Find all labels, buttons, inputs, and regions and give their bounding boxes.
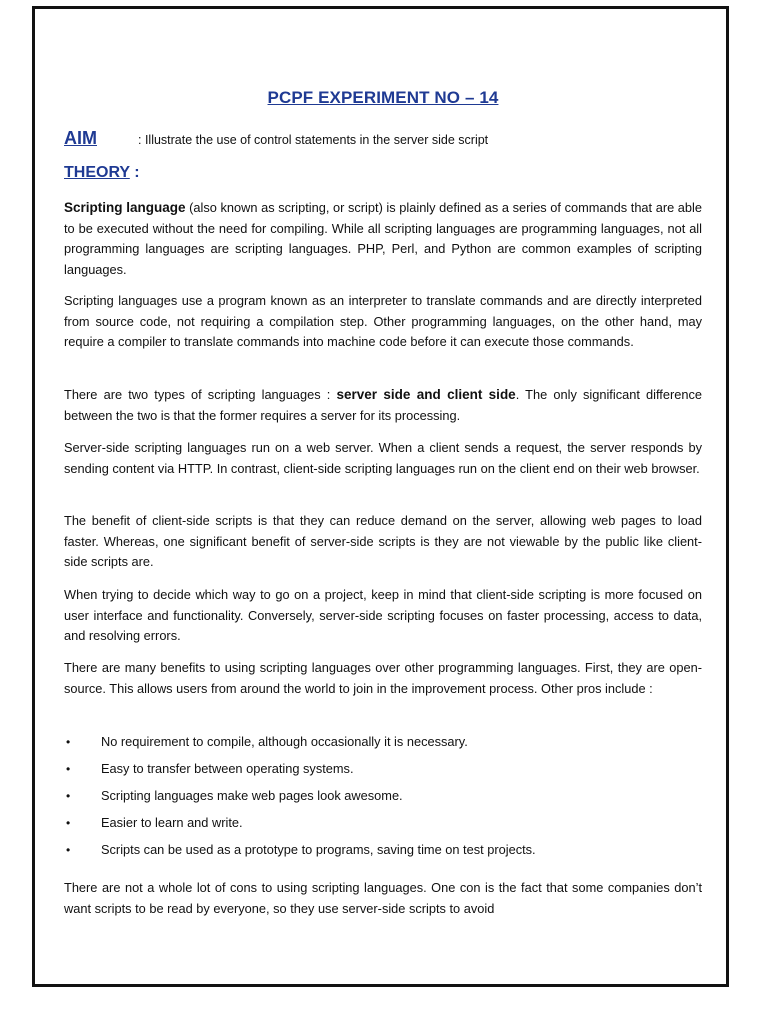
list-item (64, 786, 702, 813)
bullet-icon: • (66, 735, 71, 749)
list-item-text: Easy to transfer between operating systems. (101, 761, 354, 776)
paragraph-server-side: Server-side scripting languages run on a web server. When a client sends a request, the server responds by sending content via HTTP. In contrast, client-side scripting languages run on the client end on their web browser. (64, 440, 702, 476)
paragraph-types-start: There are two types of scripting languages : (64, 387, 337, 402)
paragraph-definition-body: (also known as scripting, or script) is plainly defined as a series of commands that are able to be executed without the need for compiling. While all scripting languages are programming languages, not all programming languages are scripting languages. PHP, Perl, and Python are common examples of scripting languages. (64, 200, 702, 277)
paragraph-definition-lead: Scripting language (64, 200, 186, 215)
list-item-text: Easier to learn and write. (101, 815, 243, 830)
list-item (64, 813, 702, 840)
paragraph-types-bold: server side and client side (336, 387, 516, 402)
paragraph-benefit: The benefit of client-side scripts is that they can reduce demand on the server, allowing web pages to load faster. Whereas, one significant benefit of server-side scripts is they are not viewable by the public like client-side scripts are. (64, 513, 702, 569)
aim-label: AIM (64, 128, 97, 148)
theory-heading (64, 164, 140, 182)
list-item (64, 732, 702, 759)
page-title: PCPF EXPERIMENT NO – 14 (267, 88, 499, 107)
paragraph-pros: There are many benefits to using scripting languages over other programming languages. First, they are open-source. This allows users from around the world to join in the improvement process. Other pros include : (64, 660, 702, 696)
pros-list (64, 732, 702, 867)
list-item-text: Scripting languages make web pages look awesome. (101, 788, 403, 803)
theory-heading-label: THEORY (64, 164, 130, 181)
bullet-icon: • (66, 762, 71, 776)
aim-row (64, 128, 702, 152)
paragraph-interpreter: Scripting languages use a program known as an interpreter to translate commands and are directly interpreted from source code, not requiring a compilation step. Other programming languages, on the other hand, may require a compiler to translate commands into machine code before it can execute those commands. (64, 293, 702, 349)
bullet-icon: • (66, 843, 71, 857)
paragraph-cons: There are not a whole lot of cons to using scripting languages. One con is the fact that some companies don’t want scripts to be read by everyone, so they use server-side scripts to avoid (64, 880, 702, 916)
list-item (64, 759, 702, 786)
bullet-icon: • (66, 789, 71, 803)
aim-text: : Illustrate the use of control statements in the server side script (138, 133, 489, 147)
paragraph-types-end: . The only significant difference between the two is that the former requires a server for its processing. (64, 387, 702, 423)
paragraph-types (64, 385, 702, 426)
theory-heading-colon: : (129, 164, 140, 181)
bullet-icon: • (66, 816, 71, 830)
list-item-text: Scripts can be used as a prototype to programs, saving time on test projects. (101, 842, 536, 857)
paragraph-decide: When trying to decide which way to go on a project, keep in mind that client-side scripting is more focused on user interface and functionality. Conversely, server-side scripting focuses on faster processing, access to data, and resolving errors. (64, 587, 702, 643)
paragraph-definition (64, 198, 702, 280)
list-item (64, 840, 702, 867)
list-item-text: No requirement to compile, although occasionally it is necessary. (101, 734, 468, 749)
